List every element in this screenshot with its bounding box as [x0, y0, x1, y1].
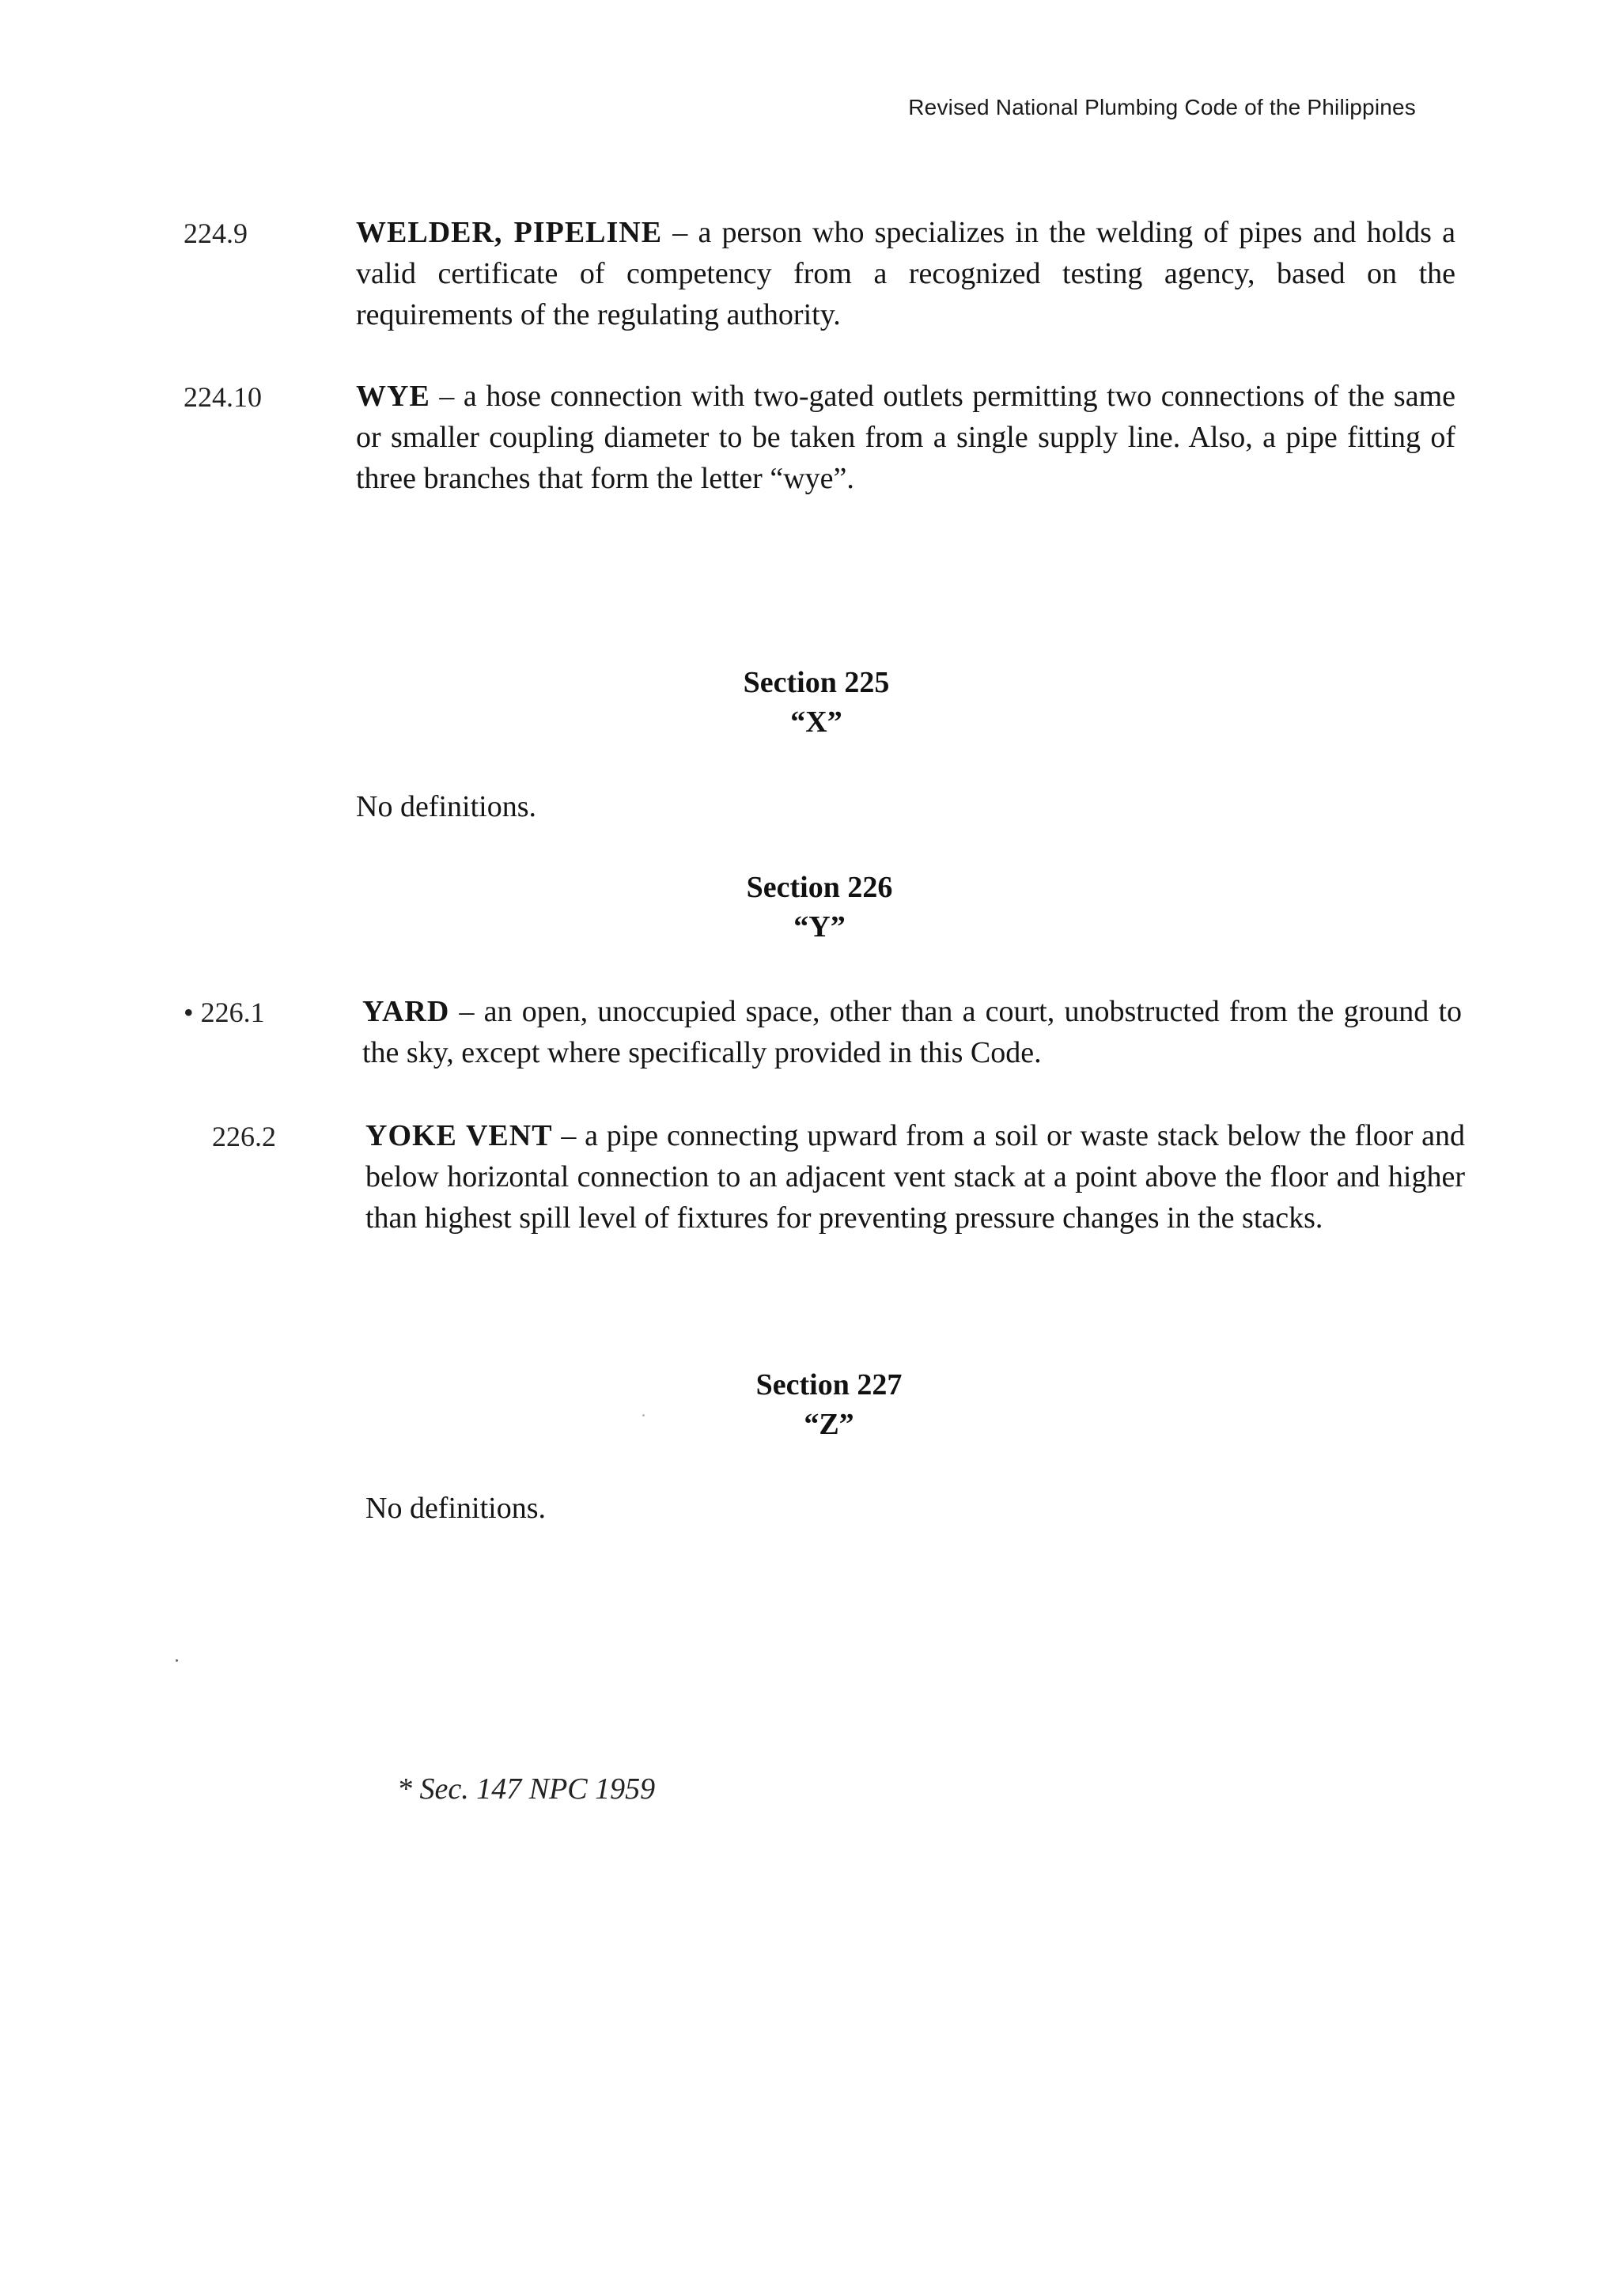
entry-number: • 226.1 [184, 997, 265, 1028]
section-225-heading [6, 663, 1620, 742]
section-226-heading [9, 868, 1620, 947]
term-dash: – [662, 216, 698, 249]
entry-number: 224.9 [184, 217, 248, 249]
running-header: Revised National Plumbing Code of the Philippines [908, 95, 1416, 119]
section-227-note: No definitions. [365, 1492, 546, 1525]
section-letter: “X” [790, 705, 842, 739]
section-title: Section 225 [743, 666, 890, 699]
term-dash: – [430, 380, 464, 413]
entry-definition: a person who specializes in the welding of pipes and holds a valid certificate of competency from a recognized testing agency, based on the requirements of the regulating authority. [356, 216, 1456, 331]
entry-body [365, 1115, 1465, 1239]
section-227-heading [19, 1365, 1620, 1444]
section-letter: “Z” [804, 1408, 854, 1441]
entry-body [356, 212, 1455, 335]
entry-term: YOKE VENT [365, 1119, 553, 1152]
entry-definition: a hose connection with two-gated outlets permitting two connections of the same or smaller coupling diameter to be taken from a single supply line. Also, a pipe fitting of three branches that form the letter “wye”. [356, 380, 1456, 495]
section-title: Section 226 [746, 871, 893, 904]
entry-term: WYE [356, 380, 430, 413]
entry-number: 224.10 [184, 381, 262, 413]
section-letter: “Y” [793, 910, 846, 944]
term-dash: – [552, 1119, 585, 1152]
entry-term: WELDER, PIPELINE [356, 216, 663, 249]
term-dash: – [449, 995, 484, 1028]
scan-speck [642, 1414, 645, 1417]
entry-body [362, 991, 1462, 1073]
entry-body [356, 376, 1455, 499]
entry-definition: an open, unoccupied space, other than a court, unobstructed from the ground to the sky, except where specifically provided in this Code. [362, 995, 1463, 1069]
entry-term: YARD [362, 995, 450, 1028]
section-title: Section 227 [755, 1368, 903, 1401]
section-225-note: No definitions. [356, 790, 536, 823]
entry-definition: a pipe connecting upward from a soil or waste stack below the floor and below horizontal connection to an adjacent vent stack at a point above the floor and higher than highest spill level of fixtures for preventing pressure changes in the stacks. [365, 1119, 1465, 1235]
scan-speck [176, 1659, 178, 1662]
entry-number: 226.2 [212, 1121, 276, 1152]
footnote: * Sec. 147 NPC 1959 [397, 1772, 656, 1806]
